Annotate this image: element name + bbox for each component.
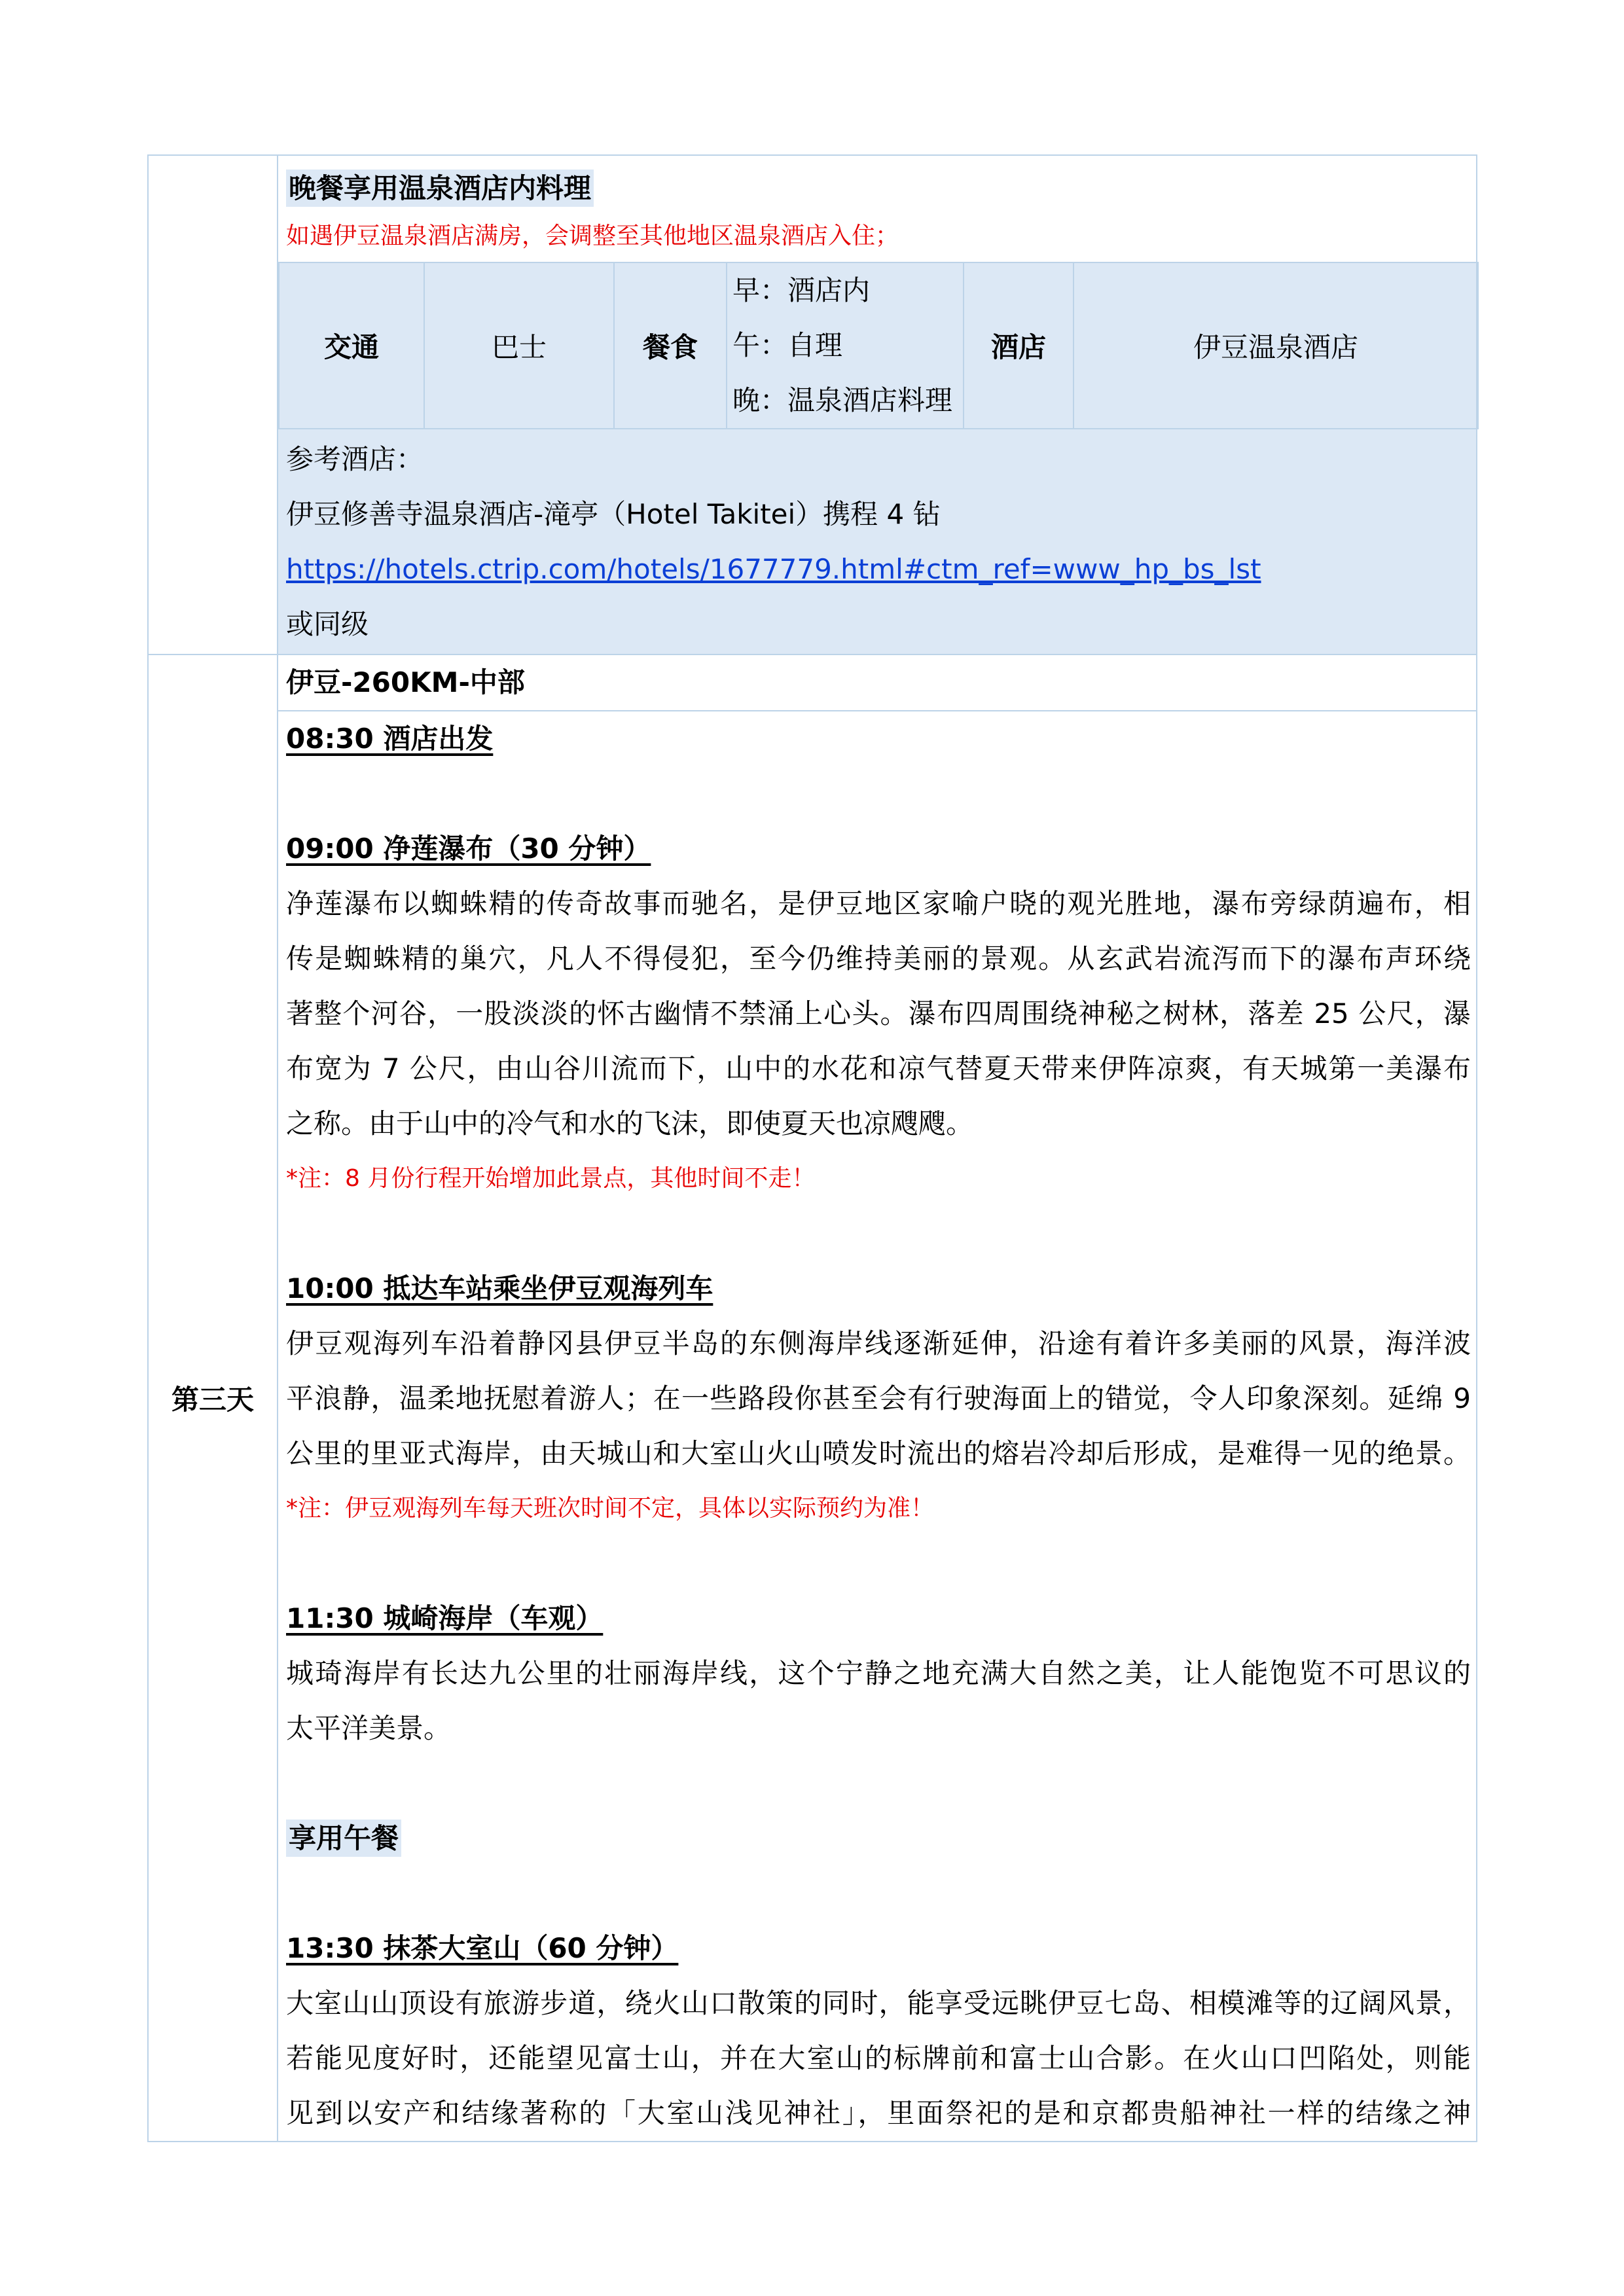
meals-value [727, 262, 964, 429]
stop4-text-2: 若能见度好时，还能望见富士山，并在大室山的标牌前和富士山合影。在火山口凹陷处，则能 [286, 2042, 1471, 2074]
empty-day-cell [148, 155, 278, 655]
stop1-text-1: 净莲瀑布以蜘蛛精的传奇故事而驰名，是伊豆地区家喻户晓的观光胜地，瀑布旁绿荫遍布，相 [286, 888, 1471, 920]
stop1-note: *注：8 月份行程开始增加此景点，其他时间不走！ [286, 1165, 816, 1192]
stop3-text-2: 太平洋美景。 [286, 1712, 452, 1744]
stop4-text-3: 见到以安产和结缘著称的「大室山浅见神社」，里面祭祀的是和京都贵船神社一样的结缘之神 [286, 2097, 1471, 2129]
depart-time: 08:30 酒店出发 [286, 723, 494, 755]
stop4-title: 13:30 抹茶大室山（60 分钟） [286, 1932, 679, 1964]
stop1-text-5: 之称。由于山中的冷气和水的飞沫，即使夏天也凉飕飕。 [286, 1107, 974, 1139]
dinner-line: 晚餐享用温泉酒店内料理 [286, 170, 594, 207]
ref-hotel-link[interactable]: https://hotels.ctrip.com/hotels/1677779.html#ctm_ref=www_hp_bs_lst [286, 553, 1261, 585]
stop1-text-2: 传是蜘蛛精的巢穴，凡人不得侵犯，至今仍维持美丽的景观。从玄武岩流泻而下的瀑布声环绕 [286, 942, 1471, 975]
reference-hotel-block [278, 429, 1476, 654]
day2-tail-cell [278, 155, 1477, 655]
stop2-text-2: 平浪静，温柔地抚慰着游人；在一些路段你甚至会有行驶海面上的错觉，令人印象深刻。延绵 9 [286, 1382, 1471, 1414]
stop2-title: 10:00 抵达车站乘坐伊豆观海列车 [286, 1272, 713, 1304]
stop2-text-1: 伊豆观海列车沿着静冈县伊豆半岛的东侧海岸线逐渐延伸，沿途有着许多美丽的风景，海洋波 [286, 1327, 1471, 1359]
stop1-title: 09:00 净莲瀑布（30 分钟） [286, 833, 651, 865]
stop2-note: *注：伊豆观海列车每天班次时间不定，具体以实际预约为准！ [286, 1495, 935, 1522]
stop2-text-3: 公里的里亚式海岸，由天城山和大室山火山喷发时流出的熔岩冷却后形成，是难得一见的绝景。 [286, 1437, 1471, 1469]
stop3-title: 11:30 城崎海岸（车观） [286, 1602, 604, 1634]
ref-hotel-tail: 或同级 [286, 608, 369, 640]
ref-hotel-name: 伊豆修善寺温泉酒店-滝亭（Hotel Takitei）携程 4 钻 [286, 498, 941, 530]
meals-label: 餐食 [614, 262, 727, 429]
meal-dinner: 晚：温泉酒店料理 [732, 384, 953, 416]
itinerary-table [147, 154, 1477, 2142]
hotel-value: 伊豆温泉酒店 [1074, 262, 1478, 429]
hotel-label: 酒店 [964, 262, 1074, 429]
stop4-text-1: 大室山山顶设有旅游步道，绕火山口散策的同时，能享受远眺伊豆七岛、相模滩等的辽阔风景， [286, 1987, 1471, 2019]
lunch-line: 享用午餐 [286, 1820, 401, 1857]
stop1-text-4: 布宽为 7 公尺，由山谷川流而下，山中的水花和凉气替夏天带来伊阵凉爽，有天城第一美瀑布 [286, 1052, 1471, 1085]
stop3-text-1: 城琦海岸有长达九公里的壮丽海岸线，这个宁静之地充满大自然之美，让人能饱览不可思议的 [286, 1657, 1471, 1689]
day3-content-cell [278, 711, 1477, 2142]
meal-breakfast: 早：酒店内 [732, 274, 871, 306]
ref-hotel-label: 参考酒店： [286, 443, 424, 475]
route-title: 伊豆-260KM-中部 [286, 666, 525, 698]
transport-label: 交通 [279, 262, 424, 429]
day-label: 第三天 [148, 655, 278, 2142]
hotel-notice: 如遇伊豆温泉酒店满房，会调整至其他地区温泉酒店入住； [286, 223, 899, 249]
meal-lunch: 午：自理 [732, 329, 843, 361]
info-table [278, 262, 1479, 429]
stop1-text-3: 著整个河谷，一股淡淡的怀古幽情不禁涌上心头。瀑布四周围绕神秘之树林，落差 25 公尺，瀑 [286, 997, 1471, 1030]
transport-value: 巴士 [424, 262, 614, 429]
